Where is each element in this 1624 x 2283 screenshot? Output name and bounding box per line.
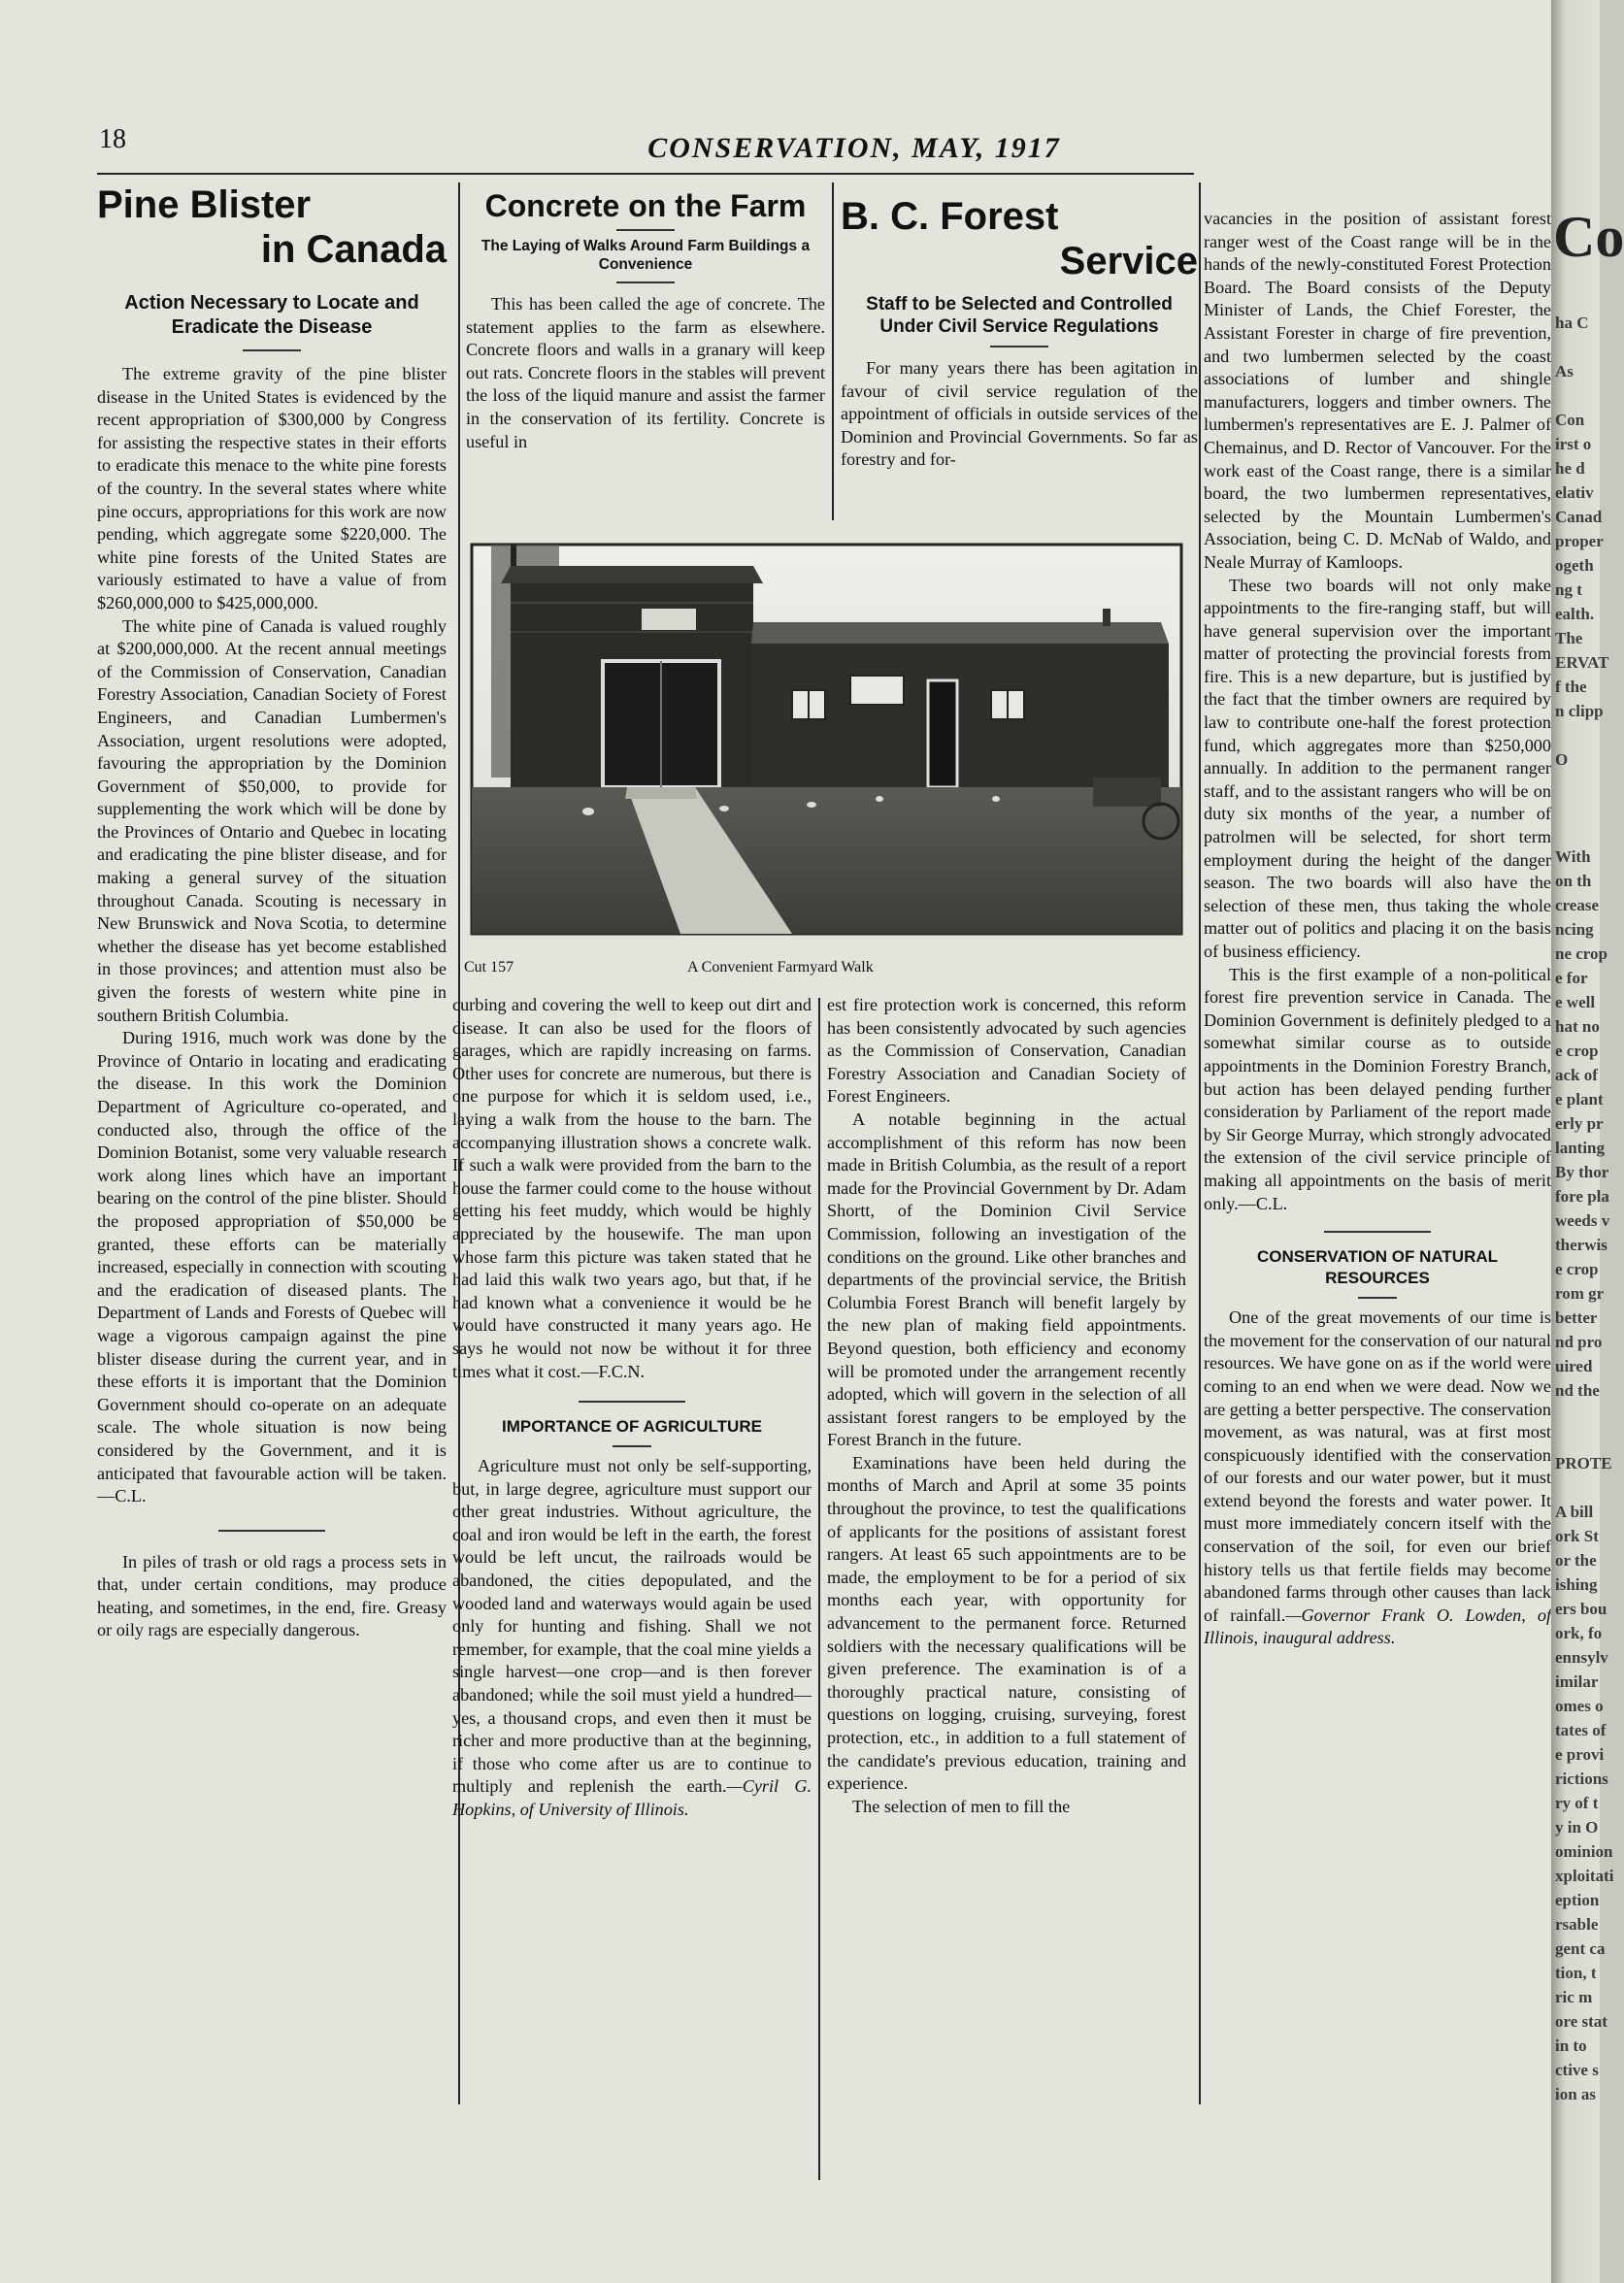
bc-forest-paragraph: A notable beginning in the actual accomplishment of this reform has now been made in British Columbia, as the result of a report made for the Provincial Government by Dr. Adam Shortt, of the Dominion Civil Service Commission, following an investigation of the conditions on the ground. Like other branches and departments of the provincial service, the British Columbia Forest Branch will benefit largely by the new plan of making field appointments. Beyond question, both efficiency and economy will be promoted under the arrangement recently adopted, which will govern in the selection of all assistant forest rangers to be employed by the Forest Branch in the future. <box>827 1108 1186 1450</box>
adjacent-page-line: rom gr <box>1555 1284 1605 1303</box>
pine-blister-title-line1: Pine Blister <box>97 183 312 226</box>
adjacent-page-line: O <box>1555 750 1569 769</box>
adjacent-page-line: eption <box>1555 1891 1600 1909</box>
adjacent-page-line: he d <box>1555 459 1585 478</box>
adjacent-page-line: on th <box>1555 872 1592 890</box>
article-bc-forest-top <box>841 194 1198 529</box>
agriculture-signature: —Cyril G. Hopkins, of University of Illinois. <box>452 1776 812 1819</box>
adjacent-page-line: ennsylv <box>1555 1648 1608 1667</box>
bc-forest-body-bottom <box>827 994 1186 1818</box>
adjacent-page-line: fore pla <box>1555 1187 1609 1206</box>
adjacent-page-line: n clipp <box>1555 702 1604 720</box>
bc-forest-body-right <box>1204 208 1551 1215</box>
natural-resources-title: CONSERVATION OF NATURAL RESOURCES <box>1256 1247 1499 1288</box>
adjacent-page-line: rsable <box>1555 1915 1599 1934</box>
adjacent-page-line: e provi <box>1555 1745 1605 1764</box>
bc-forest-paragraph-continued: est fire protection work is concerned, this reform has been consistently advocated by such agencies as the Commission of Conservation, Canadian Forestry Association and Canadian Society of Forest Engineers. <box>827 995 1186 1107</box>
adjacent-page-line: better <box>1555 1308 1598 1327</box>
pine-blister-body <box>97 363 447 1508</box>
adjacent-page-line: lanting <box>1555 1139 1606 1157</box>
adjacent-page-line: ctive s <box>1555 2061 1599 2079</box>
bc-forest-paragraph: These two boards will not only make appointments to the fire-ranging staff, but will have general supervision over the important matter of protecting the provincial forests from fire. This is a new departure, but is justified by the fact that the timber owners are required by law to contribute one-half the forest protection fund, which aggregates more than $250,000 annually. In addition to the permanent ranger staff, and to the assistant rangers who will be on duty six months of the year, a number of patrolmen will be selected, for short term employment during the height of the danger season. The two boards will also have the selection of these men, thus taking the whole matter out of politics and placing it on the basis of business efficiency. <box>1204 575 1551 961</box>
photo-caption: A Convenient Farmyard Walk <box>687 959 874 976</box>
adjacent-page-line: With <box>1555 847 1591 866</box>
adjacent-page-line: ore stat <box>1555 2012 1607 2031</box>
adjacent-page-line: proper <box>1555 532 1604 550</box>
agriculture-paragraph <box>452 1455 812 1822</box>
adjacent-page-line: ork, fo <box>1555 1624 1603 1642</box>
bc-forest-paragraph: This is the first example of a non-political forest fire prevention service in Canada. The Dominion Government is definitely pledged to a somewhat similar course as to outside appointments in the Dominion Forestry Branch, but action has been delayed pending further consideration by Parliament of the report made by Sir George Murray, which strongly advocated the extension of the civil service principle of making all appointments on the basis of merit only.—C.L. <box>1204 964 1551 1213</box>
adjacent-page-line: e plant <box>1555 1090 1604 1108</box>
adjacent-page-line: ion as <box>1555 2085 1597 2103</box>
title-divider <box>613 1445 651 1447</box>
deck-divider <box>243 349 301 351</box>
adjacent-page-line: ogeth <box>1555 556 1594 575</box>
adjacent-page-line: therwis <box>1555 1236 1607 1254</box>
column-rule <box>818 998 820 2180</box>
adjacent-page-line: xploitati <box>1555 1867 1614 1885</box>
article-divider <box>1324 1231 1431 1233</box>
adjacent-page-title: Co <box>1553 205 1624 269</box>
natural-resources-body <box>1204 1307 1551 1650</box>
adjacent-page-line: erly pr <box>1555 1114 1604 1133</box>
adjacent-page-line: e for <box>1555 969 1588 987</box>
adjacent-page-line: rictions <box>1555 1770 1608 1788</box>
adjacent-page-line: ERVAT <box>1555 653 1609 672</box>
adjacent-page-line: f the <box>1555 678 1587 696</box>
agriculture-text: Agriculture must not only be self-supporting, but, in large degree, agriculture must support our other great industries. Without agriculture, the coal and iron would be left in the earth, the forest would be left uncut, the railroads would be abandoned, the cities depopulated, and the wooded land and waterways would again be used only for hunting and fishing. Shall we not remember, for example, that the coal mine yields a single harvest—one crop—and is then forever abandoned; while the soil must yield a hundred—yes, a thousand crops, and even then it must be richer and more productive than at the beginning, if those who come after us are to continue to multiply and replenish the earth. <box>452 1456 812 1797</box>
adjacent-page-line: crease <box>1555 896 1599 914</box>
adjacent-page-line: ork St <box>1555 1527 1599 1545</box>
farmyard-photo <box>472 545 1181 934</box>
adjacent-page-line: PROTE <box>1555 1454 1612 1472</box>
column-rule <box>832 182 834 520</box>
title-divider <box>1358 1297 1397 1299</box>
adjacent-page-line: tion, t <box>1555 1964 1597 1982</box>
bc-forest-title-line1: B. C. Forest <box>841 195 1059 238</box>
pine-blister-paragraph: The extreme gravity of the pine blister disease in the United States is evidenced by the recent appropriation of $300,000 by Congress for assisting the respective states in their efforts to eradicate this menace to the white pine forests of the country. In the several states where white pine occurs, appropriations for this work are now pending, which aggregate some $220,000. The white pine forests of the United States are variously estimated to have a value of from $260,000,000 to $425,000,000. <box>97 364 447 612</box>
adjacent-page-line: ack of <box>1555 1066 1598 1084</box>
adjacent-page-line: ers bou <box>1555 1600 1607 1618</box>
article-bc-forest-right <box>1204 208 1551 2188</box>
adjacent-page-line: imilar <box>1555 1672 1599 1691</box>
adjacent-page-line: irst o <box>1555 435 1592 453</box>
article-bc-forest-bottom <box>827 994 1186 2188</box>
concrete-deck: The Laying of Walks Around Farm Buildings a Convenience <box>481 238 811 273</box>
adjacent-page-line: Con <box>1555 411 1585 429</box>
natural-resources-signature: —Governor Frank O. Lowden, of Illinois, inaugural address. <box>1204 1605 1551 1648</box>
bc-forest-paragraph: Examinations have been held during the months of March and April at some 35 points throughout the province, to test the qualifications of applicants for the positions of assistant forest rangers. At least 65 such appointments are to be made, the employment to be for a period of six months each year, with opportunity for advancement to the permanent force. Returned soldiers with the necessary qualifications will be given preference. The examination is of a thoroughly practical nature, consisting of questions on logging, cruising, surveying, forest protection, etc., in addition to a full statement of the candidate's previous education, training and experience. <box>827 1452 1186 1794</box>
column-rule <box>1199 182 1201 2104</box>
deck-divider <box>990 346 1048 347</box>
filler-divider <box>218 1530 325 1532</box>
pine-blister-title-line2: in Canada <box>260 228 447 271</box>
concrete-body-bottom <box>452 994 812 1383</box>
concrete-paragraph: This has been called the age of concrete. The statement applies to the farm as elsewhere. Concrete floors and walls in a granary will keep out rats. Concrete floors in the stables will prevent the loss of the liquid manure and assist the farmer in the conservation of its fertility. Concrete is useful in <box>466 294 825 451</box>
adjacent-page-line: The <box>1555 629 1583 647</box>
bc-forest-title-line2: Service <box>1059 240 1198 282</box>
adjacent-page-line: or the <box>1555 1551 1597 1570</box>
adjacent-page-line: ncing <box>1555 920 1594 939</box>
adjacent-page-line: nd pro <box>1555 1333 1603 1351</box>
rags-paragraph: In piles of trash or old rags a process sets in that, under certain conditions, may produce heating, and sometimes, in the end, fire. Greasy or oily rags are especially dangerous. <box>97 1551 447 1640</box>
adjacent-page-line: tates of <box>1555 1721 1607 1739</box>
adjacent-page-line: e well <box>1555 993 1596 1011</box>
header-rule <box>97 173 1194 175</box>
adjacent-page-line: ha C <box>1555 314 1589 332</box>
agriculture-title: IMPORTANCE OF AGRICULTURE <box>502 1417 762 1437</box>
adjacent-page-line: e crop <box>1555 1042 1599 1060</box>
adjacent-page-line: nd the <box>1555 1381 1600 1400</box>
article-concrete-top <box>466 186 825 528</box>
adjacent-page-edge <box>1551 0 1624 2283</box>
adjacent-page-line: elativ <box>1555 483 1594 502</box>
natural-resources-paragraph <box>1204 1307 1551 1650</box>
adjacent-page-line: e crop <box>1555 1260 1599 1278</box>
pine-blister-deck: Action Necessary to Locate and Eradicate the Disease <box>124 292 419 338</box>
adjacent-page-line: A bill <box>1555 1503 1594 1521</box>
adjacent-page-line: uired <box>1555 1357 1593 1375</box>
photo-cut-label: Cut 157 <box>464 959 514 976</box>
bc-forest-body-top <box>841 357 1198 472</box>
adjacent-page-line: in to <box>1555 2036 1587 2055</box>
adjacent-page-line: Canad <box>1555 508 1603 526</box>
pine-blister-paragraph: The white pine of Canada is valued roughly at $200,000,000. At the recent annual meetings of the Commission of Conservation, Canadian Forestry Association, Canadian Society of Forest Engineers, and Canadian Lumbermen's Association, urgent resolutions were adopted, favouring the appropriation by the Dominion Government of $50,000, to provide for supplementing the work which will be done by the Provinces of Ontario and Quebec in locating and eradicating the pine blister disease, and for making a general survey of the situation throughout Canada. Scouting is necessary in New Brunswick and Nova Scotia, to determine whether the disease has yet become established in those provinces; and attention must also be given the forests of western white pine in southern British Columbia. <box>97 615 447 1025</box>
deck-divider <box>616 281 675 283</box>
agriculture-body <box>452 1455 812 1822</box>
rags-filler <box>97 1551 447 1642</box>
adjacent-page-line: ominion <box>1555 1842 1613 1861</box>
title-divider <box>616 229 675 231</box>
concrete-body-top <box>466 293 825 453</box>
adjacent-page-line: By thor <box>1555 1163 1609 1181</box>
farmyard-illustration <box>472 545 1181 934</box>
page-number: 18 <box>99 124 126 154</box>
article-pine-blister <box>97 182 447 2182</box>
running-head: CONSERVATION, MAY, 1917 <box>647 132 1061 164</box>
adjacent-page-line: omes o <box>1555 1697 1604 1715</box>
article-concrete-bottom <box>452 994 812 2188</box>
adjacent-page-line: ric m <box>1555 1988 1593 2006</box>
natural-resources-text: One of the great movements of our time is the movement for the conservation of our natural resources. We have gone on as if the world were coming to an end when we were dead. Now we are getting a better perspective. The conservation movement, as was natural, was at first most conspicuously identified with the conservation of our forests and our water power, but it must extend beyond the forests and water power. It must more immediately concern itself with the conservation of the soil, for even our brief history tells us that fertile fields may become abandoned farms through other causes than lack of rainfall. <box>1204 1307 1551 1625</box>
adjacent-page-line: ishing <box>1555 1575 1598 1594</box>
concrete-paragraph-continued: curbing and covering the well to keep out dirt and disease. It can also be used for the floors of garages, which are rapidly increasing on farms. Other uses for concrete are numerous, but there is one purpose for which it is seldom used, i.e., laying a walk from the house to the barn. The accompanying illustration shows a concrete walk. If such a walk were provided from the barn to the house the farmer could come to the house without getting his feet muddy, which would be highly appreciated by the housewife. The man upon whose farm this picture was taken stated that he had laid this walk two years ago, but that, if he had known what a convenience it would be he would have constructed it many years ago. He says he would not now be without it for three times what it cost.—F.C.N. <box>452 995 812 1381</box>
adjacent-page-line: gent ca <box>1555 1939 1606 1958</box>
adjacent-page-line: ry of t <box>1555 1794 1599 1812</box>
adjacent-page-line: As <box>1555 362 1574 380</box>
adjacent-page-line: y in O <box>1555 1818 1599 1836</box>
adjacent-page-line: ng t <box>1555 580 1582 599</box>
bc-forest-paragraph-continued: vacancies in the position of assistant forest ranger west of the Coast range will be in the hands of the newly-constituted Forest Protection Board. The Board consists of the Deputy Minister of Lands, the Chief Forester, the Assistant Forester in charge of fire prevention, and two lumbermen selected by the coast associations of lumber and shingle manufacturers, loggers and timber owners. The lumbermen's representatives are E. J. Palmer of Chemainus, and D. Rector of Vancouver. For the work east of the Coast range, there is a similar board, the two lumbermen representatives, selected by the Mountain Lumbermen's Association, being C. D. McNab of Waldo, and Neale Murray of Kamloops. <box>1204 209 1551 572</box>
article-divider <box>579 1401 685 1403</box>
adjacent-page-line: hat no <box>1555 1017 1600 1036</box>
bc-forest-deck: Staff to be Selected and Controlled Under Civil Service Regulations <box>866 294 1173 337</box>
adjacent-page-line: ealth. <box>1555 605 1595 623</box>
pine-blister-paragraph: During 1916, much work was done by the Province of Ontario in locating and eradicating the disease. In this work the Dominion Department of Agriculture co-operated, and conducted also, through the office of the Dominion Botanist, some very valuable research work along lines which have an important bearing on the control of the pine blister. Should the proposed appropriation of $50,000 be granted, these efforts can be materially increased, especially in connection with scouting and the eradication of diseased plants. The Department of Lands and Forests of Quebec will wage a vigorous campaign against the pine blister disease during the current year, and in these efforts it is important that the Dominion Government should co-operate on an adequate scale. The whole situation is now being considered by the Government, and it is anticipated that favourable action will be taken.—C.L. <box>97 1028 447 1506</box>
bc-forest-paragraph: For many years there has been agitation in favour of civil service regulation of the appointment of officials in outside services of the Dominion and Provincial Governments. So far as forestry and for- <box>841 358 1198 470</box>
bc-forest-paragraph: The selection of men to fill the <box>852 1796 1071 1816</box>
adjacent-page-line: weeds v <box>1555 1211 1610 1230</box>
concrete-title: Concrete on the Farm <box>484 188 807 223</box>
adjacent-page-line: ne crop <box>1555 944 1607 963</box>
